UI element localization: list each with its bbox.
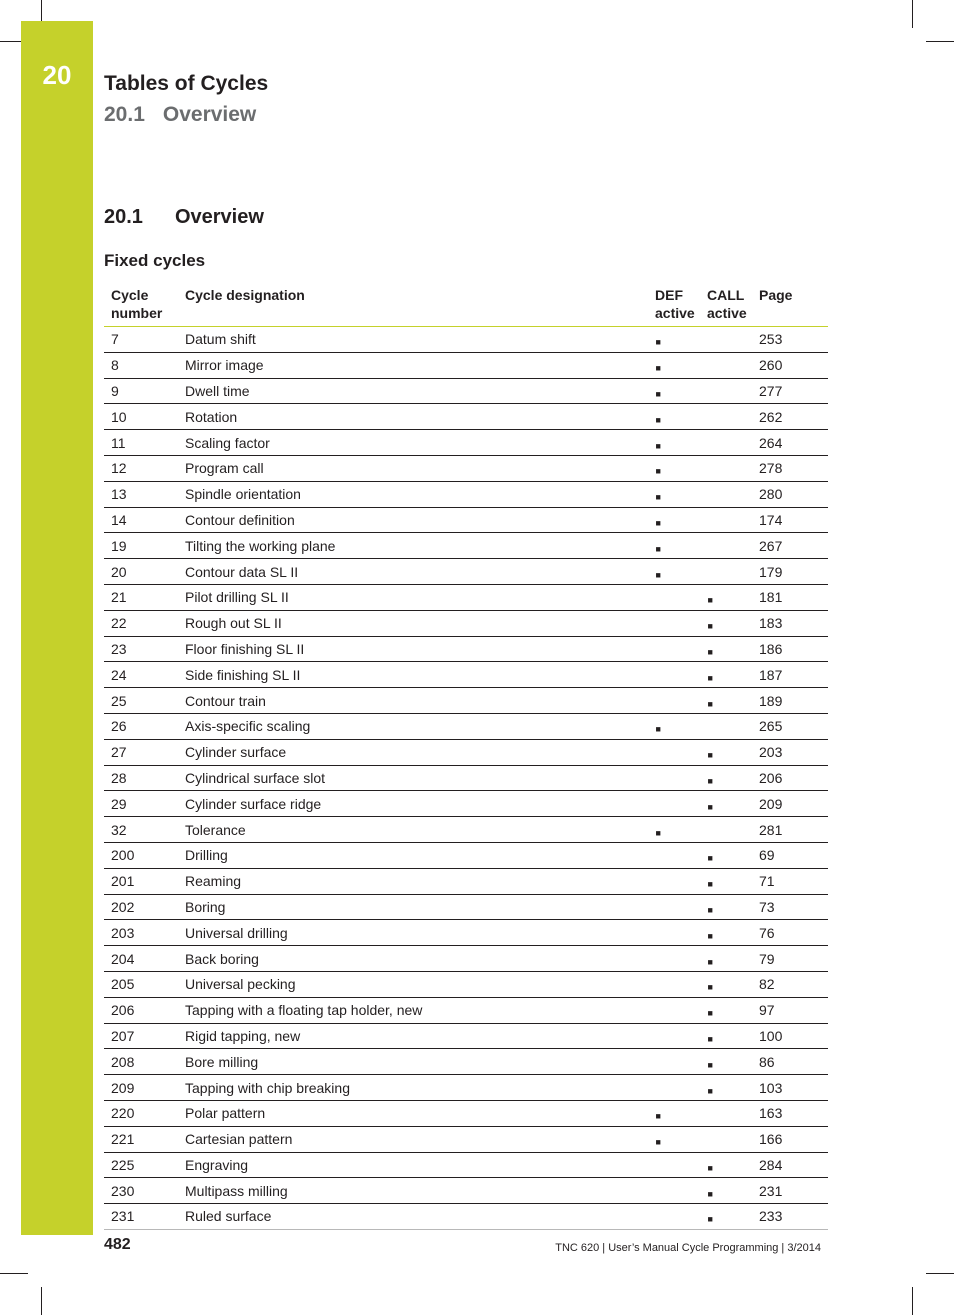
cycle-number-cell: 28: [104, 765, 178, 791]
crop-mark: [41, 1287, 42, 1315]
table-row: [104, 791, 828, 817]
chapter-number: 20: [42, 60, 72, 90]
subsection-heading: Fixed cycles: [104, 251, 206, 270]
page-cell: 284: [752, 1152, 828, 1178]
call-active-cell: [700, 1178, 752, 1204]
active-marker: ■: [707, 801, 713, 812]
table-body: [104, 327, 828, 1230]
call-active-cell: [700, 688, 752, 714]
call-active-cell: [700, 946, 752, 972]
def-active-cell: [648, 817, 700, 843]
table-row: [104, 946, 828, 972]
cycle-designation-cell: Rotation: [178, 404, 648, 430]
table-row: [104, 559, 828, 585]
def-active-cell: [648, 971, 700, 997]
active-marker: ■: [707, 750, 713, 761]
page-cell: 281: [752, 817, 828, 843]
page-cell: 267: [752, 533, 828, 559]
def-active-cell: [648, 1075, 700, 1101]
page-cell: 260: [752, 352, 828, 378]
cycle-number-cell: 231: [104, 1204, 178, 1230]
def-active-cell: [648, 868, 700, 894]
page-cell: 277: [752, 378, 828, 404]
page-cell: 69: [752, 842, 828, 868]
cycle-designation-cell: Tapping with chip breaking: [178, 1075, 648, 1101]
cycle-designation-cell: Cartesian pattern: [178, 1126, 648, 1152]
page-cell: 103: [752, 1075, 828, 1101]
table-row: [104, 894, 828, 920]
page-cell: 253: [752, 327, 828, 353]
def-active-cell: [648, 1178, 700, 1204]
page-number: 482: [104, 1236, 131, 1253]
cycle-number-cell: 27: [104, 739, 178, 765]
call-active-cell: [700, 791, 752, 817]
page-cell: 262: [752, 404, 828, 430]
page-cell: 73: [752, 894, 828, 920]
cycle-number-cell: 8: [104, 352, 178, 378]
active-marker: ■: [655, 414, 661, 425]
table-row: [104, 713, 828, 739]
def-active-cell: [648, 894, 700, 920]
active-marker: ■: [707, 1033, 713, 1044]
def-active-cell: [648, 713, 700, 739]
cycle-number-cell: 205: [104, 971, 178, 997]
def-active-cell: [648, 404, 700, 430]
header-call-active: [700, 282, 752, 327]
def-active-cell: [648, 533, 700, 559]
active-marker: ■: [707, 698, 713, 709]
def-active-cell: [648, 507, 700, 533]
cycle-designation-cell: Drilling: [178, 842, 648, 868]
footer-text: TNC 620 | User’s Manual Cycle Programming | 3/2014: [555, 1242, 821, 1254]
running-section-title: [104, 103, 256, 127]
active-marker: ■: [655, 517, 661, 528]
table-row: [104, 739, 828, 765]
def-active-cell: [648, 688, 700, 714]
page-cell: 231: [752, 1178, 828, 1204]
table-row: [104, 533, 828, 559]
table-row: [104, 1049, 828, 1075]
page-cell: 183: [752, 610, 828, 636]
cycle-designation-cell: Rough out SL II: [178, 610, 648, 636]
active-marker: ■: [655, 543, 661, 554]
section-heading: [104, 206, 264, 229]
page-cell: 179: [752, 559, 828, 585]
active-marker: ■: [707, 1162, 713, 1173]
active-marker: ■: [655, 388, 661, 399]
cycle-number-cell: 24: [104, 662, 178, 688]
crop-mark: [41, 0, 42, 21]
cycle-designation-cell: Cylinder surface ridge: [178, 791, 648, 817]
header-text: active: [655, 305, 695, 321]
def-active-cell: [648, 1049, 700, 1075]
header-text: active: [707, 305, 747, 321]
active-marker: ■: [707, 595, 713, 606]
cycle-number-cell: 206: [104, 997, 178, 1023]
cycle-designation-cell: Dwell time: [178, 378, 648, 404]
call-active-cell: [700, 713, 752, 739]
table-row: [104, 997, 828, 1023]
cycle-designation-cell: Side finishing SL II: [178, 662, 648, 688]
def-active-cell: [648, 430, 700, 456]
page-cell: 100: [752, 1023, 828, 1049]
page-cell: 278: [752, 455, 828, 481]
call-active-cell: [700, 481, 752, 507]
crop-mark: [0, 1273, 28, 1274]
def-active-cell: [648, 662, 700, 688]
call-active-cell: [700, 636, 752, 662]
header-def-active: [648, 282, 700, 327]
header-text: Cycle: [111, 287, 149, 303]
cycle-designation-cell: Universal pecking: [178, 971, 648, 997]
cycle-number-cell: 22: [104, 610, 178, 636]
def-active-cell: [648, 1204, 700, 1230]
page-cell: 186: [752, 636, 828, 662]
cycle-number-cell: 230: [104, 1178, 178, 1204]
cycle-number-cell: 19: [104, 533, 178, 559]
cycle-designation-cell: Bore milling: [178, 1049, 648, 1075]
cycle-designation-cell: Boring: [178, 894, 648, 920]
def-active-cell: [648, 1126, 700, 1152]
cycle-number-cell: 23: [104, 636, 178, 662]
cycle-number-cell: 203: [104, 920, 178, 946]
page-cell: 163: [752, 1100, 828, 1126]
def-active-cell: [648, 352, 700, 378]
cycle-designation-cell: Reaming: [178, 868, 648, 894]
call-active-cell: [700, 1049, 752, 1075]
def-active-cell: [648, 1100, 700, 1126]
cycle-designation-cell: Contour definition: [178, 507, 648, 533]
call-active-cell: [700, 327, 752, 353]
running-section-number: 20.1: [104, 103, 145, 126]
cycle-designation-cell: Contour train: [178, 688, 648, 714]
table-row: [104, 971, 828, 997]
table-header-row: [104, 282, 828, 327]
page-cell: 79: [752, 946, 828, 972]
crop-mark: [912, 0, 913, 28]
table-row: [104, 662, 828, 688]
cycle-designation-cell: Tilting the working plane: [178, 533, 648, 559]
def-active-cell: [648, 378, 700, 404]
call-active-cell: [700, 533, 752, 559]
call-active-cell: [700, 662, 752, 688]
active-marker: ■: [655, 492, 661, 503]
call-active-cell: [700, 352, 752, 378]
call-active-cell: [700, 1100, 752, 1126]
active-marker: ■: [655, 440, 661, 451]
table-row: [104, 1178, 828, 1204]
cycle-designation-cell: Engraving: [178, 1152, 648, 1178]
table-row: [104, 481, 828, 507]
cycle-designation-cell: Spindle orientation: [178, 481, 648, 507]
cycle-designation-cell: Multipass milling: [178, 1178, 648, 1204]
def-active-cell: [648, 765, 700, 791]
table-row: [104, 378, 828, 404]
active-marker: ■: [707, 904, 713, 915]
cycle-designation-cell: Axis-specific scaling: [178, 713, 648, 739]
cycle-number-cell: 12: [104, 455, 178, 481]
cycle-designation-cell: Contour data SL II: [178, 559, 648, 585]
cycle-number-cell: 7: [104, 327, 178, 353]
call-active-cell: [700, 1075, 752, 1101]
active-marker: ■: [707, 621, 713, 632]
def-active-cell: [648, 327, 700, 353]
call-active-cell: [700, 430, 752, 456]
table-row: [104, 1204, 828, 1230]
call-active-cell: [700, 739, 752, 765]
page-cell: 209: [752, 791, 828, 817]
cycle-number-cell: 32: [104, 817, 178, 843]
cycle-number-cell: 26: [104, 713, 178, 739]
page-cell: 71: [752, 868, 828, 894]
page-cell: 181: [752, 584, 828, 610]
cycle-number-cell: 221: [104, 1126, 178, 1152]
page-cell: 166: [752, 1126, 828, 1152]
cycle-number-cell: 10: [104, 404, 178, 430]
cycle-designation-cell: Tapping with a floating tap holder, new: [178, 997, 648, 1023]
cycle-number-cell: 25: [104, 688, 178, 714]
section-number: 20.1: [104, 206, 143, 228]
call-active-cell: [700, 817, 752, 843]
def-active-cell: [648, 1023, 700, 1049]
page-cell: 174: [752, 507, 828, 533]
table-row: [104, 1023, 828, 1049]
call-active-cell: [700, 507, 752, 533]
cycle-number-cell: 208: [104, 1049, 178, 1075]
table-row: [104, 610, 828, 636]
call-active-cell: [700, 1152, 752, 1178]
def-active-cell: [648, 584, 700, 610]
def-active-cell: [648, 920, 700, 946]
active-marker: ■: [655, 1111, 661, 1122]
call-active-cell: [700, 765, 752, 791]
def-active-cell: [648, 1152, 700, 1178]
table-row: [104, 920, 828, 946]
table-row: [104, 688, 828, 714]
cycle-designation-cell: Tolerance: [178, 817, 648, 843]
cycle-designation-cell: Polar pattern: [178, 1100, 648, 1126]
table-row: [104, 584, 828, 610]
active-marker: ■: [655, 337, 661, 348]
cycle-number-cell: 209: [104, 1075, 178, 1101]
call-active-cell: [700, 559, 752, 585]
def-active-cell: [648, 997, 700, 1023]
active-marker: ■: [707, 1085, 713, 1096]
header-cycle-designation: Cycle designation: [178, 282, 648, 327]
crop-mark: [926, 1273, 954, 1274]
cycle-number-cell: 20: [104, 559, 178, 585]
cycle-designation-cell: Back boring: [178, 946, 648, 972]
crop-mark: [926, 41, 954, 42]
active-marker: ■: [707, 646, 713, 657]
table-row: [104, 430, 828, 456]
def-active-cell: [648, 559, 700, 585]
table-row: [104, 817, 828, 843]
active-marker: ■: [707, 1059, 713, 1070]
cycle-number-cell: 201: [104, 868, 178, 894]
table-row: [104, 327, 828, 353]
page-cell: 76: [752, 920, 828, 946]
cycle-number-cell: 14: [104, 507, 178, 533]
cycle-number-cell: 29: [104, 791, 178, 817]
table-row: [104, 765, 828, 791]
page-cell: 206: [752, 765, 828, 791]
page-cell: 265: [752, 713, 828, 739]
table-row: [104, 1100, 828, 1126]
table-row: [104, 455, 828, 481]
crop-mark: [0, 41, 21, 42]
def-active-cell: [648, 791, 700, 817]
call-active-cell: [700, 455, 752, 481]
def-active-cell: [648, 946, 700, 972]
page-cell: 189: [752, 688, 828, 714]
call-active-cell: [700, 868, 752, 894]
table-row: [104, 636, 828, 662]
def-active-cell: [648, 739, 700, 765]
cycles-table: [104, 282, 828, 1230]
cycle-designation-cell: Pilot drilling SL II: [178, 584, 648, 610]
page-cell: 86: [752, 1049, 828, 1075]
active-marker: ■: [655, 827, 661, 838]
active-marker: ■: [707, 853, 713, 864]
cycle-designation-cell: Mirror image: [178, 352, 648, 378]
page-cell: 187: [752, 662, 828, 688]
active-marker: ■: [655, 724, 661, 735]
cycle-number-cell: 202: [104, 894, 178, 920]
call-active-cell: [700, 1126, 752, 1152]
running-section-name: Overview: [162, 103, 257, 126]
active-marker: ■: [707, 1214, 713, 1225]
header-text: CALL: [707, 287, 745, 303]
def-active-cell: [648, 610, 700, 636]
page-cell: 97: [752, 997, 828, 1023]
cycle-designation-cell: Universal drilling: [178, 920, 648, 946]
call-active-cell: [700, 842, 752, 868]
cycle-designation-cell: Floor finishing SL II: [178, 636, 648, 662]
page-cell: 203: [752, 739, 828, 765]
cycle-designation-cell: Cylindrical surface slot: [178, 765, 648, 791]
def-active-cell: [648, 636, 700, 662]
call-active-cell: [700, 1023, 752, 1049]
cycle-designation-cell: Rigid tapping, new: [178, 1023, 648, 1049]
table-row: [104, 1152, 828, 1178]
def-active-cell: [648, 455, 700, 481]
cycle-number-cell: 204: [104, 946, 178, 972]
active-marker: ■: [707, 775, 713, 786]
cycle-designation-cell: Program call: [178, 455, 648, 481]
header-text: number: [111, 305, 163, 321]
table-row: [104, 1126, 828, 1152]
header-text: DEF: [655, 287, 683, 303]
call-active-cell: [700, 997, 752, 1023]
page-cell: 280: [752, 481, 828, 507]
table-row: [104, 404, 828, 430]
cycle-number-cell: 225: [104, 1152, 178, 1178]
table-row: [104, 352, 828, 378]
call-active-cell: [700, 894, 752, 920]
table-row: [104, 842, 828, 868]
active-marker: ■: [655, 1137, 661, 1148]
call-active-cell: [700, 584, 752, 610]
def-active-cell: [648, 842, 700, 868]
def-active-cell: [648, 481, 700, 507]
crop-mark: [912, 1287, 913, 1315]
cycle-number-cell: 207: [104, 1023, 178, 1049]
running-chapter-title: Tables of Cycles: [104, 72, 269, 95]
page-cell: 264: [752, 430, 828, 456]
cycle-number-cell: 200: [104, 842, 178, 868]
page-cell: 233: [752, 1204, 828, 1230]
cycle-number-cell: 11: [104, 430, 178, 456]
header-cycle-number: [104, 282, 178, 327]
cycle-designation-cell: Ruled surface: [178, 1204, 648, 1230]
table-row: [104, 507, 828, 533]
active-marker: ■: [655, 569, 661, 580]
call-active-cell: [700, 971, 752, 997]
call-active-cell: [700, 404, 752, 430]
active-marker: ■: [655, 466, 661, 477]
chapter-side-bar: [21, 21, 93, 1235]
active-marker: ■: [655, 363, 661, 374]
header-page: Page: [752, 282, 828, 327]
active-marker: ■: [707, 1188, 713, 1199]
table-row: [104, 1075, 828, 1101]
cycle-number-cell: 21: [104, 584, 178, 610]
cycle-number-cell: 220: [104, 1100, 178, 1126]
call-active-cell: [700, 610, 752, 636]
active-marker: ■: [707, 879, 713, 890]
active-marker: ■: [707, 1008, 713, 1019]
cycle-designation-cell: Datum shift: [178, 327, 648, 353]
active-marker: ■: [707, 930, 713, 941]
cycle-designation-cell: Scaling factor: [178, 430, 648, 456]
active-marker: ■: [707, 672, 713, 683]
call-active-cell: [700, 378, 752, 404]
table-row: [104, 868, 828, 894]
cycle-number-cell: 9: [104, 378, 178, 404]
active-marker: ■: [707, 982, 713, 993]
page-cell: 82: [752, 971, 828, 997]
section-title: Overview: [174, 206, 264, 228]
call-active-cell: [700, 1204, 752, 1230]
cycle-number-cell: 13: [104, 481, 178, 507]
call-active-cell: [700, 920, 752, 946]
cycle-designation-cell: Cylinder surface: [178, 739, 648, 765]
active-marker: ■: [707, 956, 713, 967]
